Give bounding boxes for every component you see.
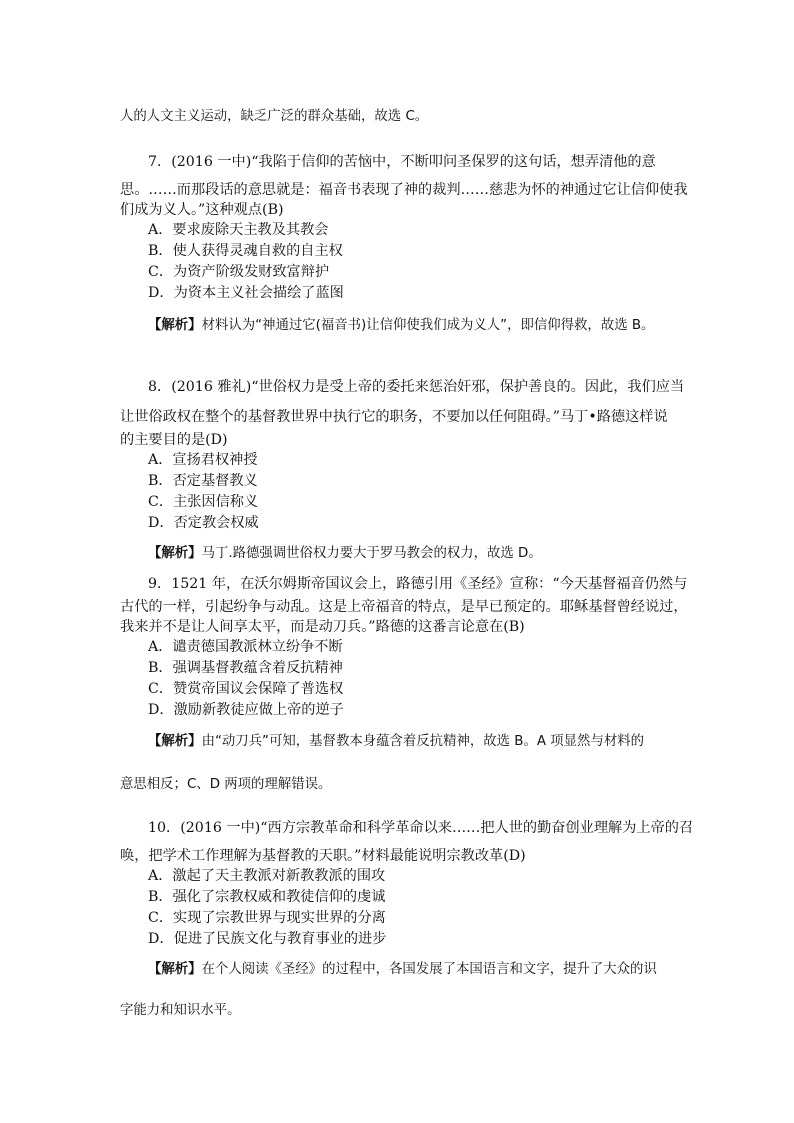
option-b: B．强化了宗教权威和教徒信仰的虔诚 — [148, 889, 386, 905]
option-b: B．使人获得灵魂自救的自主权 — [148, 243, 343, 259]
option-d: D．为资本主义社会描绘了蓝图 — [148, 285, 344, 301]
analysis-tag: 【解析】 — [148, 962, 202, 977]
question-stem-line: 的主要目的是(D) — [120, 432, 228, 448]
analysis-text: 材料认为“神通过它(福音书)让信仰使我们成为义人”，即信仰得救，故选 B。 — [201, 318, 655, 333]
option-a: A．宣扬君权神授 — [148, 452, 258, 468]
question-stem-line: 让世俗政权在整个的基督教世界中执行它的职务，不要加以任何阻碍。”马丁•路德这样说 — [120, 409, 668, 425]
option-c: C．赞赏帝国议会保障了普选权 — [148, 681, 344, 697]
analysis-continuation: 意思相反；C、D 两项的理解错误。 — [120, 777, 332, 792]
option-a: A．谴责德国教派林立纷争不断 — [148, 639, 343, 655]
analysis-text: 马丁.路德强调世俗权力要大于罗马教会的权力，故选 D。 — [201, 546, 542, 561]
question-stem-line: 我来并不是让人间享太平，而是动刀兵。”路德的这番言论意在(B) — [120, 619, 525, 635]
question-stem-line: 思。……而那段话的意思就是：福音书表现了神的裁判……慈悲为怀的神通过它让信仰使我 — [120, 182, 688, 198]
analysis — [148, 316, 654, 336]
option-d: D．否定教会权威 — [148, 515, 259, 531]
option-c: C．主张因信称义 — [148, 494, 259, 510]
intro-text: 人的人文主义运动，缺乏广泛的群众基础，故选 C。 — [120, 109, 429, 124]
question-stem-line: 们成为义人。”这种观点(B) — [120, 202, 284, 218]
analysis-text: 在个人阅读《圣经》的过程中，各国发展了本国语言和文字，提升了大众的识 — [201, 962, 657, 977]
question-stem-line: 7．(2016 一中)“我陷于信仰的苦恼中，不断叩问圣保罗的这句话，想弄清他的意 — [148, 154, 656, 170]
option-d: D．促进了民族文化与教育事业的进步 — [148, 931, 387, 947]
analysis-tag: 【解析】 — [148, 546, 202, 561]
question-stem-line: 10．(2016 一中)“西方宗教革命和科学革命以来……把人世的勤奋创业理解为上帝的召 — [148, 820, 694, 836]
analysis — [148, 960, 657, 980]
option-a: A．要求废除天主教及其教会 — [148, 222, 329, 238]
analysis — [148, 544, 542, 564]
question-stem-line: 9．1521 年，在沃尔姆斯帝国议会上，路德引用《圣经》宣称：“今天基督福音仍然与 — [148, 576, 688, 592]
analysis — [148, 732, 644, 752]
option-a: A．激起了天主教派对新教教派的围攻 — [148, 868, 386, 884]
question-stem-line: 古代的一样，引起纷争与动乱。这是上帝福音的特点，是早已预定的。耶稣基督曾经说过， — [120, 599, 688, 615]
option-b: B．否定基督教义 — [148, 473, 258, 489]
analysis-continuation: 字能力和知识水平。 — [120, 1003, 241, 1018]
question-stem-line: 唤，把学术工作理解为基督教的天职。”材料最能说明宗教改革(D) — [120, 848, 526, 864]
analysis-tag: 【解析】 — [148, 734, 202, 749]
question-stem-line: 8．(2016 雅礼)“世俗权力是受上帝的委托来惩治奸邪，保护善良的。因此，我们应当 — [148, 379, 685, 395]
option-b: B．强调基督教蕴含着反抗精神 — [148, 660, 343, 676]
analysis-tag: 【解析】 — [148, 318, 202, 333]
option-d: D．激励新教徒应做上帝的逆子 — [148, 702, 344, 718]
analysis-text: 由“动刀兵”可知，基督教本身蕴含着反抗精神，故选 B。A 项显然与材料的 — [201, 734, 645, 749]
option-c: C．为资产阶级发财致富辩护 — [148, 264, 330, 280]
option-c: C．实现了宗教世界与现实世界的分离 — [148, 910, 386, 926]
